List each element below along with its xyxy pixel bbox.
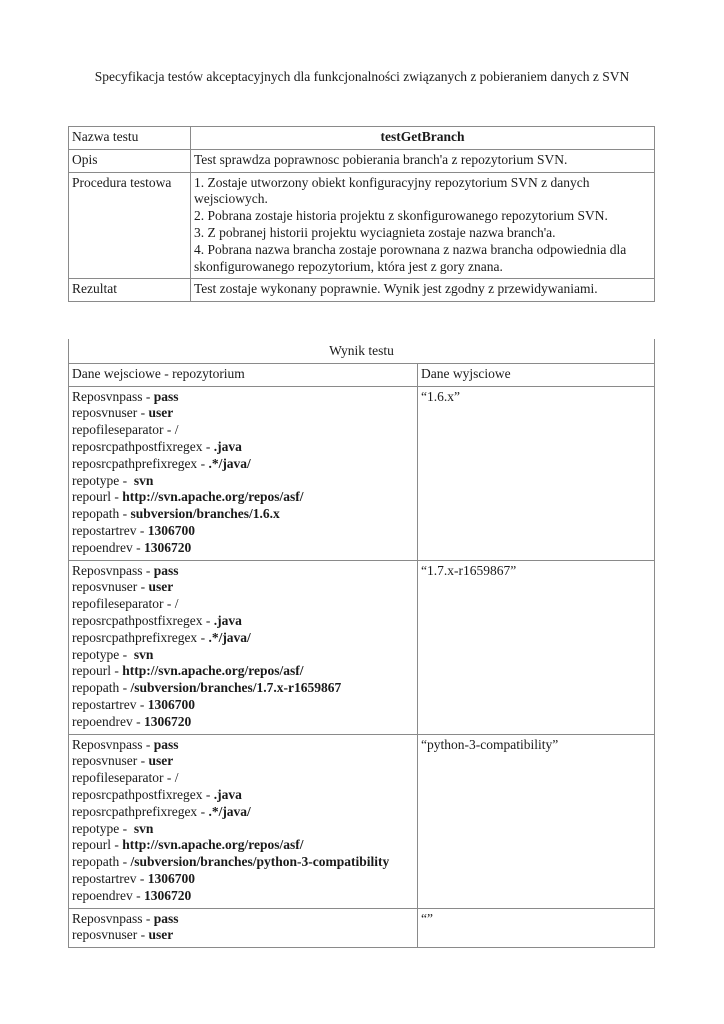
parameter-line (72, 854, 414, 871)
parameter-key: repoendrev (72, 887, 133, 903)
parameter-line (72, 613, 414, 630)
procedure-step: 4. Pobrana nazwa brancha zostaje porownana z nazwa brancha odpowiednia dla skonfigurowanego repozytorium, która jest z gory znana. (194, 241, 627, 274)
expected-output-cell: “python-3-compatibility” (418, 734, 655, 908)
parameter-key: repoendrev (72, 713, 133, 729)
test-name-value: testGetBranch (191, 127, 655, 150)
parameter-separator: - / (163, 596, 179, 612)
parameter-value: /subversion/branches/python-3-compatibility (130, 854, 390, 870)
parameter-value: http://svn.apache.org/repos/asf/ (122, 489, 304, 505)
procedure-steps (191, 172, 655, 279)
table-row (69, 386, 655, 560)
parameter-key: repofileseparator (72, 770, 164, 786)
parameter-key: Reposvnpass (72, 388, 143, 404)
parameter-line (72, 804, 414, 821)
parameter-value: svn (133, 646, 154, 662)
parameter-separator: - (119, 506, 131, 522)
parameter-line (72, 422, 414, 439)
output-column-header: Dane wyjsciowe (418, 363, 655, 386)
parameter-value: /subversion/branches/1.7.x-r1659867 (130, 680, 342, 696)
parameter-value: user (148, 927, 174, 943)
parameter-separator: - (136, 870, 148, 886)
parameter-line (72, 680, 414, 697)
parameter-value: http://svn.apache.org/repos/asf/ (122, 837, 304, 853)
parameter-separator: - (132, 713, 144, 729)
parameter-value: 1306720 (143, 713, 192, 729)
description-row (69, 149, 655, 172)
parameter-line (72, 579, 414, 596)
result-row (69, 279, 655, 302)
parameter-value: .java (213, 612, 242, 628)
input-parameters-cell (69, 734, 418, 908)
parameter-separator: - (119, 820, 134, 836)
test-name-row (69, 127, 655, 150)
parameter-key: repoendrev (72, 539, 133, 555)
parameter-separator: - (119, 472, 134, 488)
parameter-key: repostartrev (72, 522, 137, 538)
input-column-header: Dane wejsciowe - repozytorium (69, 363, 418, 386)
parameter-value: 1306700 (147, 870, 195, 886)
parameter-value: .java (213, 786, 242, 802)
parameter-key: repopath (72, 506, 120, 522)
parameter-key: reposrcpathprefixregex (72, 629, 198, 645)
parameter-line (72, 837, 414, 854)
parameter-line (72, 888, 414, 905)
input-parameters-cell (69, 386, 418, 560)
parameter-key: reposrcpathpostfixregex (72, 612, 203, 628)
parameter-key: reposrcpathpostfixregex (72, 438, 203, 454)
parameter-value: http://svn.apache.org/repos/asf/ (122, 663, 304, 679)
parameter-value: 1306720 (143, 539, 192, 555)
parameter-separator: - (202, 612, 214, 628)
parameter-line (72, 473, 414, 490)
parameter-line (72, 770, 414, 787)
parameter-separator: - (142, 562, 154, 578)
parameter-key: Reposvnpass (72, 736, 143, 752)
parameter-value: 1306700 (147, 522, 195, 538)
parameter-key: repourl (72, 663, 111, 679)
parameter-value: pass (153, 562, 179, 578)
parameter-line (72, 697, 414, 714)
parameter-key: repourl (72, 837, 111, 853)
test-name-label: Nazwa testu (69, 127, 191, 150)
parameter-key: repotype (72, 820, 120, 836)
parameter-line (72, 753, 414, 770)
parameter-value: .java (213, 438, 242, 454)
parameter-value: .*/java/ (208, 455, 251, 471)
procedure-step: 2. Pobrana zostaje historia projektu z skonfigurowanego repozytorium SVN. (194, 208, 608, 224)
parameter-line (72, 540, 414, 557)
parameter-separator: - (137, 753, 149, 769)
parameter-separator: - (137, 405, 149, 421)
parameter-key: repotype (72, 472, 120, 488)
procedure-label: Procedura testowa (69, 172, 191, 279)
parameter-separator: - (142, 736, 154, 752)
parameter-key: reposrcpathpostfixregex (72, 786, 203, 802)
parameter-separator: - (202, 438, 214, 454)
parameter-value: pass (153, 388, 179, 404)
parameter-value: svn (133, 820, 154, 836)
parameter-separator: - (110, 837, 123, 853)
parameter-key: repostartrev (72, 696, 137, 712)
parameter-separator: - (132, 887, 144, 903)
parameter-line (72, 563, 414, 580)
parameter-line (72, 714, 414, 731)
table-row (69, 734, 655, 908)
input-parameters-cell (69, 560, 418, 734)
parameter-value: user (148, 753, 174, 769)
parameter-key: repotype (72, 646, 120, 662)
parameter-value: subversion/branches/1.6.x (130, 506, 280, 522)
parameter-line (72, 663, 414, 680)
parameter-separator: - (132, 539, 144, 555)
table-row (69, 560, 655, 734)
parameter-key: repopath (72, 854, 120, 870)
parameter-value: svn (133, 472, 154, 488)
parameter-key: reposrcpathprefixregex (72, 803, 198, 819)
parameter-separator: - (142, 910, 154, 926)
procedure-step: 3. Z pobranej historii projektu wyciagnieta zostaje nazwa branch'a. (194, 224, 556, 240)
parameter-line (72, 787, 414, 804)
parameter-line (72, 737, 414, 754)
parameter-key: reposvnuser (72, 753, 138, 769)
parameter-separator: - (110, 489, 123, 505)
parameter-separator: - (110, 663, 123, 679)
parameter-key: Reposvnpass (72, 562, 143, 578)
parameter-value: 1306720 (143, 887, 192, 903)
parameter-separator: - (202, 786, 214, 802)
parameter-separator: - (197, 803, 209, 819)
parameter-line (72, 405, 414, 422)
parameter-line (72, 821, 414, 838)
parameter-key: reposrcpathprefixregex (72, 455, 198, 471)
parameter-value: .*/java/ (208, 629, 251, 645)
results-title-row (69, 339, 655, 363)
description-value: Test sprawdza poprawnosc pobierania branch'a z repozytorium SVN. (191, 149, 655, 172)
parameter-line (72, 927, 414, 944)
parameter-key: repostartrev (72, 870, 137, 886)
parameter-value: 1306700 (147, 696, 195, 712)
parameter-separator: - (197, 455, 209, 471)
parameter-line (72, 523, 414, 540)
parameter-line (72, 596, 414, 613)
parameter-separator: - (119, 646, 134, 662)
parameter-key: repourl (72, 489, 111, 505)
document-title: Specyfikacja testów akceptacyjnych dla funkcjonalności związanych z pobieraniem danych z SVN (94, 69, 630, 84)
parameter-value: .*/java/ (208, 803, 251, 819)
parameter-line (72, 439, 414, 456)
parameter-separator: - (119, 680, 131, 696)
parameter-line (72, 506, 414, 523)
expected-output-cell: “” (418, 908, 655, 948)
parameter-value: user (148, 405, 174, 421)
test-results-table (68, 339, 655, 948)
parameter-separator: - (142, 388, 154, 404)
parameter-line (72, 389, 414, 406)
parameter-key: reposvnuser (72, 405, 138, 421)
parameter-value: user (148, 579, 174, 595)
parameter-value: pass (153, 736, 179, 752)
parameter-line (72, 871, 414, 888)
parameter-key: Reposvnpass (72, 910, 143, 926)
procedure-step: 1. Zostaje utworzony obiekt konfiguracyjny repozytorium SVN z danych wejsciowych. (194, 174, 590, 207)
parameter-separator: - (136, 696, 148, 712)
parameter-line (72, 911, 414, 928)
description-label: Opis (69, 149, 191, 172)
results-body (69, 386, 655, 948)
parameter-key: repopath (72, 680, 120, 696)
results-header-row (69, 363, 655, 386)
expected-output-cell: “1.7.x-r1659867” (418, 560, 655, 734)
parameter-separator: - / (163, 422, 179, 438)
test-spec-table (68, 126, 655, 302)
parameter-key: repofileseparator (72, 422, 164, 438)
parameter-line (72, 630, 414, 647)
result-value: Test zostaje wykonany poprawnie. Wynik jest zgodny z przewidywaniami. (191, 279, 655, 302)
parameter-separator: - (137, 579, 149, 595)
parameter-value: pass (153, 910, 179, 926)
parameter-separator: - / (163, 770, 179, 786)
expected-output-cell: “1.6.x” (418, 386, 655, 560)
parameter-separator: - (137, 927, 149, 943)
procedure-row (69, 172, 655, 279)
parameter-key: reposvnuser (72, 927, 138, 943)
results-title: Wynik testu (69, 339, 655, 363)
table-row (69, 908, 655, 948)
parameter-line (72, 647, 414, 664)
parameter-separator: - (136, 522, 148, 538)
parameter-separator: - (197, 629, 209, 645)
result-label: Rezultat (69, 279, 191, 302)
input-parameters-cell (69, 908, 418, 948)
parameter-line (72, 489, 414, 506)
parameter-line (72, 456, 414, 473)
parameter-separator: - (119, 854, 131, 870)
parameter-key: repofileseparator (72, 596, 164, 612)
parameter-key: reposvnuser (72, 579, 138, 595)
